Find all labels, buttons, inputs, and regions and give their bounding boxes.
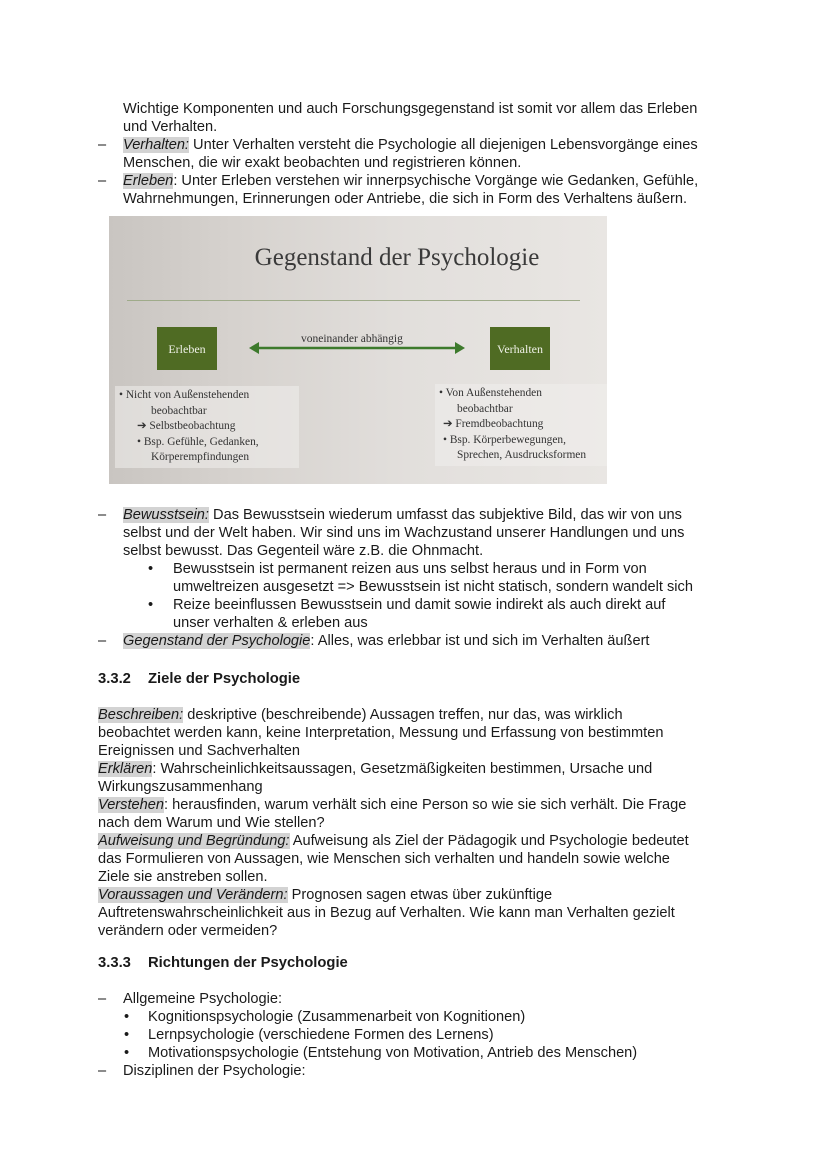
text-line: Ziele sie anstreben sollen. bbox=[98, 869, 268, 885]
left-list-item: • Bsp. Gefühle, Gedanken, bbox=[137, 435, 259, 448]
sub-line: Bewusstsein ist permanent reizen aus uns selbst heraus und in Form von bbox=[173, 561, 647, 577]
sub-line: umweltreizen ausgesetzt => Bewusstsein ist nicht statisch, sondern wandelt sich bbox=[173, 579, 693, 595]
dash-bullet: – bbox=[98, 507, 107, 523]
sub-line: Reize beeinflussen Bewusstsein und damit sowie indirekt als auch direkt auf bbox=[173, 597, 666, 613]
list-item: Lernpsychologie (verschiedene Formen des Lernens) bbox=[148, 1027, 494, 1043]
text-line: Prognosen sagen etwas über zukünftige bbox=[287, 887, 553, 903]
text-line: deskriptive (beschreibende) Aussagen treffen, nur das, was wirklich bbox=[183, 707, 623, 723]
intro-paragraph bbox=[123, 100, 697, 136]
right-list-item: Sprechen, Ausdrucksformen bbox=[457, 449, 587, 461]
bewusstsein-sub-1 bbox=[173, 560, 693, 596]
text-line: : herausfinden, warum verhält sich eine Person so wie sie sich verhält. Die Frage bbox=[164, 797, 687, 813]
left-list-item: • Nicht von Außenstehenden bbox=[119, 389, 250, 401]
dash-bullet: – bbox=[98, 137, 107, 153]
bewusstsein-line-2: selbst und der Welt haben. Wir sind uns im Wachzustand unserer Handlungen und uns bbox=[123, 525, 685, 541]
erleben-box bbox=[157, 327, 217, 370]
double-arrow-icon bbox=[249, 340, 465, 356]
beschreiben-term: Beschreiben: bbox=[98, 707, 184, 723]
text-line: Aufweisung als Ziel der Pädagogik und Psychologie bedeutet bbox=[289, 833, 689, 849]
gegenstand-term: Gegenstand der Psychologie bbox=[123, 633, 311, 649]
section-number: 3.3.2 bbox=[98, 671, 131, 687]
left-list-item: ➔ Selbstbeobachtung bbox=[137, 420, 236, 432]
dash-bullet: – bbox=[98, 633, 107, 649]
erleben-line-1: : Unter Erleben verstehen wir innerpsychische Vorgänge wie Gedanken, Gefühle, bbox=[173, 173, 699, 189]
erleben-item bbox=[123, 172, 698, 208]
gegenstand-item bbox=[123, 632, 649, 650]
list-item: Kognitionspsychologie (Zusammenarbeit von Kognitionen) bbox=[148, 1009, 526, 1025]
right-list bbox=[435, 384, 607, 466]
slide-title: Gegenstand der Psychologie bbox=[254, 244, 540, 271]
verhalten-box bbox=[490, 327, 550, 370]
gegenstand-rest: : Alles, was erlebbar ist und sich im Verhalten äußert bbox=[310, 633, 650, 649]
verhalten-line-2: Menschen, die wir exakt beobachten und registrieren können. bbox=[123, 155, 522, 171]
right-list-item: • Bsp. Körperbewegungen, bbox=[443, 433, 566, 446]
dash-bullet: – bbox=[98, 1063, 107, 1079]
dash-bullet: – bbox=[98, 173, 107, 189]
bewusstsein-sub-2 bbox=[173, 596, 665, 632]
erleben-term: Erleben bbox=[123, 173, 174, 189]
dash-bullet: – bbox=[98, 991, 107, 1007]
text-line: Ereignissen und Sachverhalten bbox=[98, 743, 301, 759]
right-list-item: beobachtbar bbox=[457, 402, 513, 415]
bullet: • bbox=[148, 597, 154, 613]
voraussagen-term: Voraussagen und Verändern: bbox=[98, 887, 288, 903]
ziele-block bbox=[98, 706, 689, 940]
text-line: : Wahrscheinlichkeitsaussagen, Gesetzmäßigkeiten bestimmen, Ursache und bbox=[152, 761, 653, 777]
verhalten-term: Verhalten: bbox=[123, 137, 189, 153]
slide-divider bbox=[127, 300, 580, 301]
bewusstsein-line-3: selbst bewusst. Das Gegenteil wäre z.B. die Ohnmacht. bbox=[123, 543, 484, 559]
bullet: • bbox=[124, 1027, 130, 1043]
left-list-item: beobachtbar bbox=[151, 404, 207, 417]
bewusstsein-line-1: Das Bewusstsein wiederum umfasst das subjektive Bild, das wir von uns bbox=[208, 507, 682, 523]
arrow-label: voneinander abhängig bbox=[301, 333, 403, 345]
intro-line-2: und Verhalten. bbox=[123, 119, 218, 135]
verstehen-term: Verstehen bbox=[98, 797, 164, 813]
verhalten-line-1: Unter Verhalten versteht die Psychologie all diejenigen Lebensvorgänge eines bbox=[189, 137, 698, 153]
text-line: Auftretenswahrscheinlichkeit aus in Bezug auf Verhalten. Wie kann man Verhalten gezielt bbox=[98, 905, 675, 921]
slide-photo bbox=[109, 216, 607, 484]
verhalten-box-label: Verhalten bbox=[497, 341, 543, 356]
text-line: das Formulieren von Aussagen, wie Menschen sich verhalten und handeln sowie welche bbox=[98, 851, 670, 867]
erleben-line-2: Wahrnehmungen, Erinnerungen oder Antriebe, die sich in Form des Verhaltens äußern. bbox=[123, 191, 688, 207]
text-line: Wirkungszusammenhang bbox=[98, 779, 263, 795]
section-number: 3.3.3 bbox=[98, 955, 131, 971]
bewusstsein-term: Bewusstsein: bbox=[123, 507, 209, 523]
right-list-item: • Von Außenstehenden bbox=[439, 387, 542, 399]
right-list-item: ➔ Fremdbeobachtung bbox=[443, 418, 544, 430]
text-line: nach dem Warum und Wie stellen? bbox=[98, 815, 325, 831]
allgemeine-psychologie: Allgemeine Psychologie: bbox=[123, 991, 282, 1007]
text-line: beobachtet werden kann, keine Interpretation, Messung und Erfassung von bestimmten bbox=[98, 725, 664, 741]
section-title: Ziele der Psychologie bbox=[148, 671, 301, 687]
bullet: • bbox=[148, 561, 154, 577]
left-list bbox=[115, 386, 299, 468]
erleben-box-label: Erleben bbox=[168, 341, 206, 356]
bullet: • bbox=[124, 1045, 130, 1061]
disziplinen-psychologie: Disziplinen der Psychologie: bbox=[123, 1063, 306, 1079]
section-title: Richtungen der Psychologie bbox=[148, 955, 348, 971]
left-list-item: Körperempfindungen bbox=[151, 451, 250, 463]
section-heading-332 bbox=[98, 670, 300, 688]
verhalten-item bbox=[123, 136, 698, 172]
aufweisung-term: Aufweisung und Begründung: bbox=[98, 833, 290, 849]
section-heading-333 bbox=[98, 954, 348, 972]
erklaeren-term: Erklären bbox=[98, 761, 153, 777]
list-item: Motivationspsychologie (Entstehung von Motivation, Antrieb des Menschen) bbox=[148, 1045, 638, 1061]
bullet: • bbox=[124, 1009, 130, 1025]
text-line: verändern oder vermeiden? bbox=[98, 923, 278, 939]
intro-line-1: Wichtige Komponenten und auch Forschungsgegenstand ist somit vor allem das Erleben bbox=[123, 101, 698, 117]
sub-line: unser verhalten & erleben aus bbox=[173, 615, 368, 631]
bewusstsein-item bbox=[123, 506, 684, 560]
